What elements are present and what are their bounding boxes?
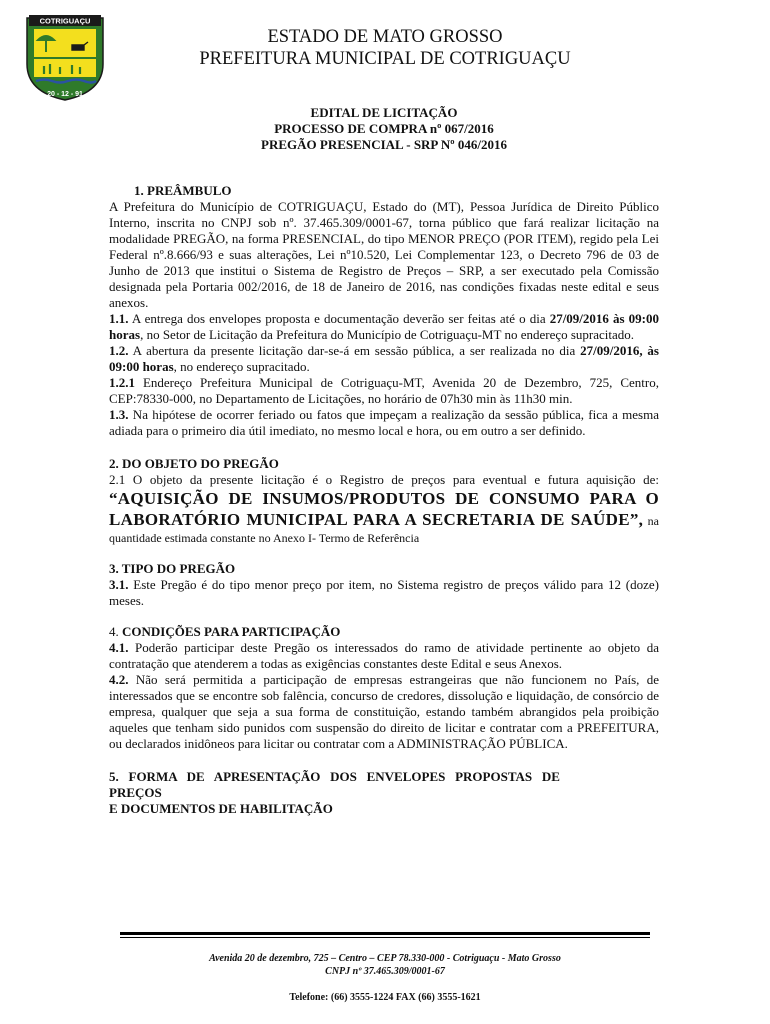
object-paragraph <box>109 472 659 546</box>
item-4-1 <box>109 640 659 672</box>
item-1-2-number: 1.2. <box>109 343 129 358</box>
header-state: ESTADO DE MATO GROSSO <box>267 27 503 47</box>
object-highlight: “AQUISIÇÃO DE INSUMOS/PRODUTOS DE CONSUMO PARA O LABORATÓRIO MUNICIPAL PARA A SECRETARIA DE SAÚDE”, <box>109 489 659 529</box>
item-1-3-number: 1.3. <box>109 407 129 422</box>
header-municipality: PREFEITURA MUNICIPAL DE COTRIGUAÇU <box>199 49 571 69</box>
object-text-b: na quantidade estimada constante no Anexo I- Termo de Referência <box>109 514 660 545</box>
crest-date-text: 20 - 12 - 91 <box>47 91 83 98</box>
item-1-2-date: 27/09/2016, às 09:00 horas <box>109 343 659 374</box>
item-3-1-text: Este Pregão é do tipo menor preço por item, no Sistema registro de preços válido para 12 (doze) meses. <box>109 577 659 608</box>
item-1-1-text-a: A entrega dos envelopes proposta e documentação deverão ser feitas até o dia <box>128 311 550 326</box>
item-4-2-text: Não será permitida a participação de empresas estrangeiras que não funcionem no País, de interessados que se encontre sob falência, concurso de credores, dissolução e liquidação, de consórcio de empresa, qualquer que seja a sua forma de constituição, estando também abrangidos pela proibição aqueles que tenham sido punidos com suspensão do direito de licitar e contratar com a PREFEITURA, ou declarados inidôneos para licitar ou contratar com a ADMINISTRAÇÃO PÚBLICA. <box>109 672 659 751</box>
section-3-title: 3. TIPO DO PREGÃO <box>109 561 236 576</box>
section-2-title: 2. DO OBJETO DO PREGÃO <box>109 456 279 471</box>
item-3-1 <box>109 577 659 609</box>
item-1-2-1-text: Endereço Prefeitura Municipal de Cotriguaçu-MT, Avenida 20 de Dezembro, 725, Centro, CEP:78330-000, no Departamento de Licitações, no horário de 07h30 min às 11h30 min. <box>109 375 659 406</box>
section-4-label: CONDIÇÕES PARA PARTICIPAÇÃO <box>122 624 341 639</box>
section-1-title: 1. PREÂMBULO <box>134 183 232 198</box>
section-5-title-line-2: PREÇOS <box>109 785 162 800</box>
item-4-1-text: Poderão participar deste Pregão os interessados do ramo de atividade pertinente ao objeto da contratação que atenderem a todas as exigências constantes deste Edital e seus Anexos. <box>109 640 659 671</box>
preamble-paragraph: A Prefeitura do Município de COTRIGUAÇU, Estado do (MT), Pessoa Jurídica de Direito Público Interno, inscrita no CNPJ sob nº. 37.465.309/0001-67, torna público que fará realizar licitação na modalidade PREGÃO, na forma PRESENCIAL, do tipo MENOR PREÇO (POR ITEM), regido pela Lei Federal nº.8.666/93 e suas alterações, Lei nº10.520, Lei Complementar 123, o Decreto 796 de 03 de Junho de 2013 que institui o Sistema de Registro de Preços – SRP, a ser executado pela Comissão designada pela Portaria 002/2016, de 18 de Janeiro de 2016, nas condições fixadas neste edital e seus anexos. <box>109 199 659 310</box>
item-1-2-1 <box>109 375 659 407</box>
title-processo: PROCESSO DE COMPRA nº 067/2016 <box>274 121 494 136</box>
crest-banner-text: COTRIGUAÇU <box>39 16 91 26</box>
item-1-1-text-b: , no Setor de Licitação da Prefeitura do Município de Cotriguaçu-MT no endereço supracitado. <box>140 327 635 342</box>
item-1-2-1-number: 1.2.1 <box>109 375 135 390</box>
footer-cnpj: CNPJ nº 37.465.309/0001-67 <box>325 966 445 977</box>
footer-rule-thick <box>120 932 650 935</box>
footer-address: Avenida 20 de dezembro, 725 – Centro – CEP 78.330-000 - Cotriguaçu - Mato Grosso <box>209 953 561 964</box>
item-1-2 <box>109 343 659 375</box>
item-1-1 <box>109 311 659 343</box>
item-4-1-number: 4.1. <box>109 640 129 655</box>
document-body <box>109 183 659 817</box>
item-4-2-number: 4.2. <box>109 672 129 687</box>
footer-phone: Telefone: (66) 3555-1224 FAX (66) 3555-1621 <box>289 992 481 1003</box>
item-1-3-text: Na hipótese de ocorrer feriado ou fatos que impeçam a realização da sessão pública, fica a mesma adiada para o primeiro dia útil imediato, no mesmo local e hora, ou em outro a ser definido. <box>109 407 659 438</box>
item-1-3 <box>109 407 659 439</box>
item-1-1-date: 27/09/2016 às 09:00 horas <box>109 311 659 342</box>
section-5-title-line-1: 5. FORMA DE APRESENTAÇÃO DOS ENVELOPES PROPOSTAS DE <box>109 769 560 784</box>
section-5-title-line-3: E DOCUMENTOS DE HABILITAÇÃO <box>109 801 333 816</box>
item-1-2-text-b: , no endereço supracitado. <box>173 359 310 374</box>
section-4-number: 4. <box>109 624 122 639</box>
item-1-1-number: 1.1. <box>109 311 129 326</box>
item-4-2 <box>109 672 659 752</box>
item-3-1-number: 3.1. <box>109 577 129 592</box>
municipal-crest-logo <box>24 12 106 102</box>
section-4-title <box>109 624 659 640</box>
object-text-a: 2.1 O objeto da presente licitação é o Registro de preços para eventual e futura aquisição de: <box>109 472 659 487</box>
title-pregao: PREGÃO PRESENCIAL - SRP Nº 046/2016 <box>261 137 507 152</box>
footer-rule-thin <box>120 937 650 938</box>
title-edital: EDITAL DE LICITAÇÃO <box>310 105 458 120</box>
document-titles <box>108 105 660 153</box>
item-1-2-text-a: A abertura da presente licitação dar-se-á em sessão pública, a ser realizada no dia <box>128 343 581 358</box>
